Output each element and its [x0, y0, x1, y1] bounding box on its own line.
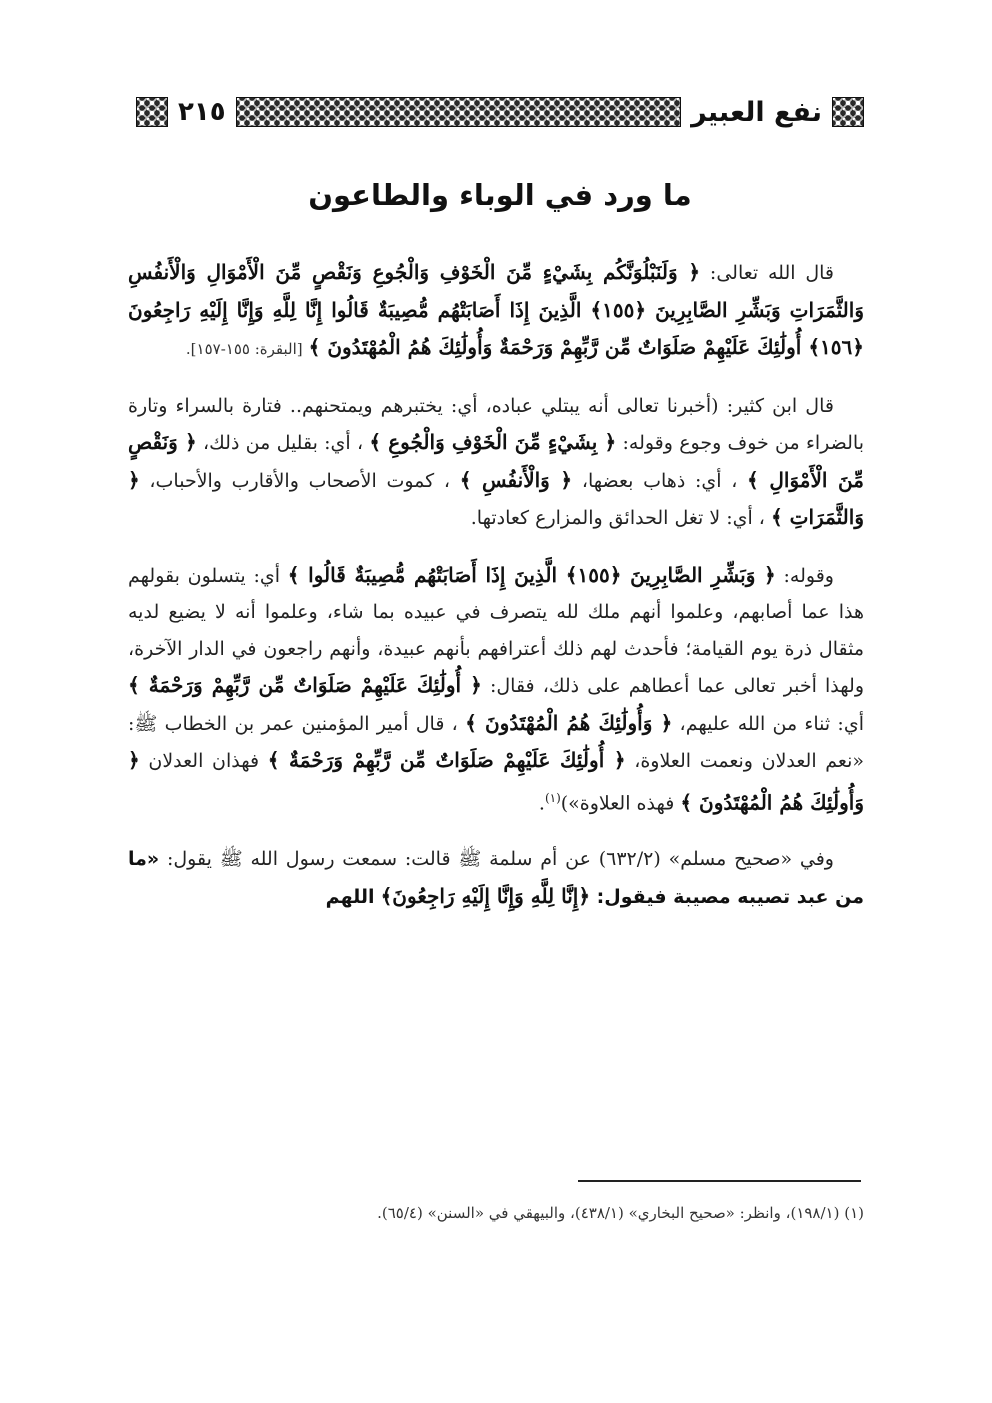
paragraph-3: [128, 557, 864, 822]
paragraph-text: أي: يتسلون بقولهم هذا عما أصابهم، وعلموا أنهم ملك لله يتصرف في عبيده بما شاء، وعلموا أنه لا يضيع لديه مثقال ذرة يوم القيامة؛ فأحدث لهم ذلك أعترافهم بأنهم عبيدة، وأنهم راجعون في الدار الآخرة، ولهذا أخبر تعالى عما أعطاهم على ذلك، فقال:: [128, 564, 864, 697]
paragraph-text: ، أي: ذهاب بعضها،: [572, 469, 738, 492]
paragraph-text: قال ابن كثير: (أخبرنا تعالى أنه يبتلي عباده، أي: يختبرهم ويمتحنهم.. فتارة بالسراء وتارة بالضراء من خوف وجوع وقوله:: [128, 394, 864, 454]
quran-verse: ﴿ وَالْأَنفُسِ ﴾: [459, 467, 573, 492]
quran-verse: ﴿ وَأُولَٰئِكَ هُمُ الْمُهْتَدُونَ ﴾: [465, 710, 673, 735]
paragraph-2: [128, 388, 864, 537]
book-title: نفع العبير: [691, 96, 822, 128]
paragraph-text: أي: ثناء من الله عليهم،: [672, 712, 864, 735]
header-ornament-band: [236, 97, 682, 127]
paragraph-4: [128, 841, 864, 915]
paragraph-text: وقوله:: [775, 564, 834, 587]
hadith-text: اللهم: [325, 885, 375, 908]
header-ornament-left: [136, 97, 168, 127]
footnote: (١) (١٩٨/١)، وانظر: «صحيح البخاري» (٤٣٨/١)، والبيهقي في «السنن» (٦٥/٤).: [377, 1204, 864, 1222]
running-header: [136, 94, 864, 130]
footnote-divider: [578, 1180, 861, 1182]
quran-verse: ﴿ وَالثَّمَرَاتِ ﴾: [128, 467, 864, 529]
paragraph-text: ، أي: لا تغل الحدائق والمزارع كعادتها.: [470, 507, 765, 529]
page-number: ٢١٥: [178, 97, 226, 127]
header-ornament-right: [832, 97, 864, 127]
paragraph-text: ، كموت الأصحاب والأقارب والأحباب،: [139, 469, 450, 492]
quran-verse: ﴿ بِشَيْءٍ مِّنَ الْخَوْفِ وَالْجُوعِ ﴾: [369, 430, 617, 454]
quran-verse: ﴿ وَنَقْصٍ مِّنَ الْأَمْوَالِ ﴾: [128, 430, 864, 492]
paragraph-text: ، أي: بقليل من ذلك،: [196, 432, 364, 454]
quran-verse: ﴿ أُولَٰئِكَ عَلَيْهِمْ صَلَوَاتٌ مِّن رَّبِّهِمْ وَرَحْمَةٌ ﴾: [267, 748, 626, 772]
paragraph-text: قال الله تعالى:: [700, 262, 835, 284]
quran-verse: ﴿ وَلَنَبْلُوَنَّكُم بِشَيْءٍ مِّنَ الْخَوْفِ وَالْجُوعِ وَنَقْصٍ مِّنَ الْأَمْوَالِ وَالْأَنفُسِ وَالثَّمَرَاتِ وَبَشِّرِ الصَّابِرِينَ ﴿١٥٥﴾ الَّذِينَ إِذَا أَصَابَتْهُم مُّصِيبَةٌ قَالُوا إِنَّا لِلَّهِ وَإِنَّا إِلَيْهِ رَاجِعُونَ ﴿١٥٦﴾ أُولَٰئِكَ عَلَيْهِمْ صَلَوَاتٌ مِّن رَّبِّهِمْ وَرَحْمَةٌ وَأُولَٰئِكَ هُمُ الْمُهْتَدُونَ ﴾: [128, 260, 864, 359]
paragraph-1: [128, 254, 864, 368]
paragraph-text: .: [538, 791, 545, 814]
section-heading: ما ورد في الوباء والطاعون: [308, 178, 692, 212]
body-text: [128, 254, 864, 935]
quran-verse: ﴿ وَبَشِّرِ الصَّابِرِينَ ﴿١٥٥﴾ الَّذِينَ إِذَا أَصَابَتْهُم مُّصِيبَةٌ قَالُوا ﴾: [287, 562, 776, 587]
quran-verse: ﴿إِنَّا لِلَّهِ وَإِنَّا إِلَيْهِ رَاجِعُونَ﴾: [380, 883, 591, 908]
paragraph-text: ، قال أمير المؤمنين عمر بن الخطاب ﷺ: «نعم العدلان ونعمت العلاوة،: [128, 712, 864, 772]
paragraph-text: فهذان العدلان: [139, 750, 260, 772]
verse-reference: [البقرة: ١٥٥-١٥٧].: [185, 340, 303, 358]
paragraph-text: فهذه العلاوة»): [560, 791, 675, 814]
quran-verse: ﴿ أُولَٰئِكَ عَلَيْهِمْ صَلَوَاتٌ مِّن رَّبِّهِمْ وَرَحْمَةٌ ﴾: [128, 673, 482, 697]
paragraph-text: وفي «صحيح مسلم» (٦٣٢/٢) عن أم سلمة ﷺ قالت: سمعت رسول الله ﷺ يقول:: [159, 848, 834, 871]
quran-verse: ﴿ وَأُولَٰئِكَ هُمُ الْمُهْتَدُونَ ﴾: [128, 748, 864, 814]
hadith-text: «ما من عبد تصيبه مصيبة فيقول:: [128, 848, 864, 908]
footnote-marker[interactable]: (١): [544, 790, 561, 805]
